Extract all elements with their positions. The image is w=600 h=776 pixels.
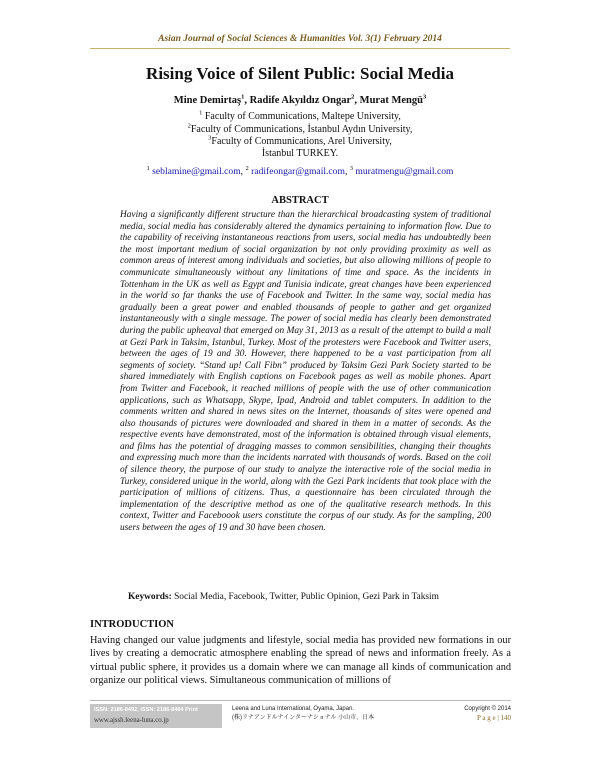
author-line: [0, 95, 600, 106]
keywords-list: Social Media, Facebook, Twitter, Public Opinion, Gezi Park in Taksim: [174, 592, 439, 602]
keywords-label: Keywords:: [128, 592, 172, 602]
email-number: 2: [245, 164, 249, 172]
journal-header: Asian Journal of Social Sciences & Humanities Vol. 3(1) February 2014: [158, 34, 442, 44]
footer-publisher-name: Leena and Luna International, Oyama, Japan.: [232, 706, 355, 712]
affiliation-number: 1: [199, 109, 203, 117]
footer-publisher-japanese: (株)リナアンドルナインターナショナル 小山市、日本: [232, 715, 375, 721]
affiliation-text: Faculty of Communications, Arel University,: [211, 136, 392, 147]
footer-issn: ISSN: 2186-8492, ISSN: 2186-8484 Print: [94, 707, 198, 713]
affiliation-text: Faculty of Communications, Maltepe University,: [204, 111, 401, 122]
footer-rule: [90, 700, 511, 701]
email-number: 1: [146, 164, 150, 172]
affiliation-text: Faculty of Communications, İstanbul Aydın University,: [190, 124, 413, 135]
introduction-body: Having changed our value judgments and lifestyle, social media has provided new formations in our lives by creating a democratic atmosphere enabling the spread of news and information freely. As a virtual public sphere, it provides us a domain where we can manage all kinds of communication and organize our political views. Simultaneous communication of millions of: [90, 635, 511, 687]
email-number: 3: [349, 164, 353, 172]
author-separator: ,: [244, 95, 250, 106]
affiliation-line: [0, 124, 600, 135]
email-link[interactable]: radifeongar@gmail.com: [251, 166, 345, 177]
footer-publisher: [232, 705, 374, 723]
footer-copyright: Copyright © 2014: [464, 706, 511, 712]
author-name: Mine Demirtaş: [173, 95, 242, 106]
email-link[interactable]: seblamine@gmail.com: [152, 166, 241, 177]
page-label: P a g e |: [477, 714, 499, 722]
paper-title: Rising Voice of Silent Public: Social Media: [146, 64, 454, 83]
author-affiliation-number: 1: [241, 93, 245, 101]
author-name: Radife Akyıldız Ongar: [249, 95, 352, 106]
introduction-heading: INTRODUCTION: [90, 619, 175, 630]
footer-website[interactable]: www.ajssh.leena-luna.co.jp: [94, 717, 169, 724]
abstract-body: Having a significantly different structure than the hierarchical broadcasting system of traditional media, social media has considerably altered the dynamics pertaining to information flow. Due to the capability of receiving instantaneous reactions from users, social media has undoubtedly been the most important medium of social organization by not only providing proximity as well as common areas of interest among individuals and societies, but also allowing millions of people to communicate simultaneously without any limitations of time and space. As the incidents in Tottenham in the UK as well as Egypt and Tunisia indicate, great changes have been experienced in the world so far thanks the use of Facebook and Twitter. In the same way, social media has gradually been a great power and enabled thousands of people to gather and get organized instantaneously with a single message. The power of social media has clearly been demonstrated during the public upheaval that emerged on May 31, 2013 as a result of the attempt to build a mall at Gezi Park in Taksim, Istanbul, Turkey. Most of the protesters were Facebook and Twitter users, between the ages of 19 and 30. However, there happened to be a vast participation from all segments of society. “Stand up! Call Fibn” produced by Taksim Gezi Park Society started to be shared immediately with English captions on Facebook pages as well as mobile phones. Apart from Twitter and Facebook, it reached millions of people with the use of other communication applications, such as Whatsapp, Skype, Ipad, Android and tablet computers. In addition to the comments written and shared in news sites on the Internet, thousands of sites were opened and also thousands of pictures were downloaded and shared in them in a matter of seconds. As the respective events have demonstrated, most of the information is obtained through visual elements, and films has the potential of dragging masses to common sensibilities, changing their thoughts and expressing much more than the incidents narrated with thousands of words. Based on the coil of silence theory, the purpose of our study to analyze the interactive role of the social media in Turkey, considered unique in the world, along with the Gezi Park incidents that took place with the participation of millions of citizens. Thus, a questionnaire has been circulated through the implementation of the descriptive method as one of the qualitative research methods. In this context, Twitter and Faceboook users constitute the corpus of our study. As for the sampling, 200 users between the ages of 19 and 30 have been chosen.: [120, 210, 491, 534]
email-link[interactable]: muratmengu@gmail.com: [355, 166, 454, 177]
author-name: Murat Mengü: [359, 95, 423, 106]
header-rule: [90, 48, 510, 49]
affiliation-number: 2: [187, 122, 191, 130]
author-separator: ,: [354, 95, 360, 106]
affiliation-line: [0, 148, 600, 159]
affiliation-line: [0, 111, 600, 122]
author-affiliation-number: 2: [351, 93, 355, 101]
email-line: $^1$ seblamine@gmail.com, $^2$ radifeongar@gmail.com, $^3$ muratmengu@gmail.com: [146, 164, 454, 177]
footer-copyright-page: [420, 705, 511, 723]
affiliation-text: İstanbul TURKEY.: [261, 148, 339, 159]
page-number: 140: [500, 714, 511, 722]
author-affiliation-number: 3: [422, 93, 427, 101]
keywords-line: [128, 592, 508, 602]
abstract-heading: ABSTRACT: [271, 195, 329, 206]
affiliation-number: 3: [208, 134, 212, 142]
affiliation-line: [0, 136, 600, 147]
footer-issn-band: [90, 704, 222, 728]
